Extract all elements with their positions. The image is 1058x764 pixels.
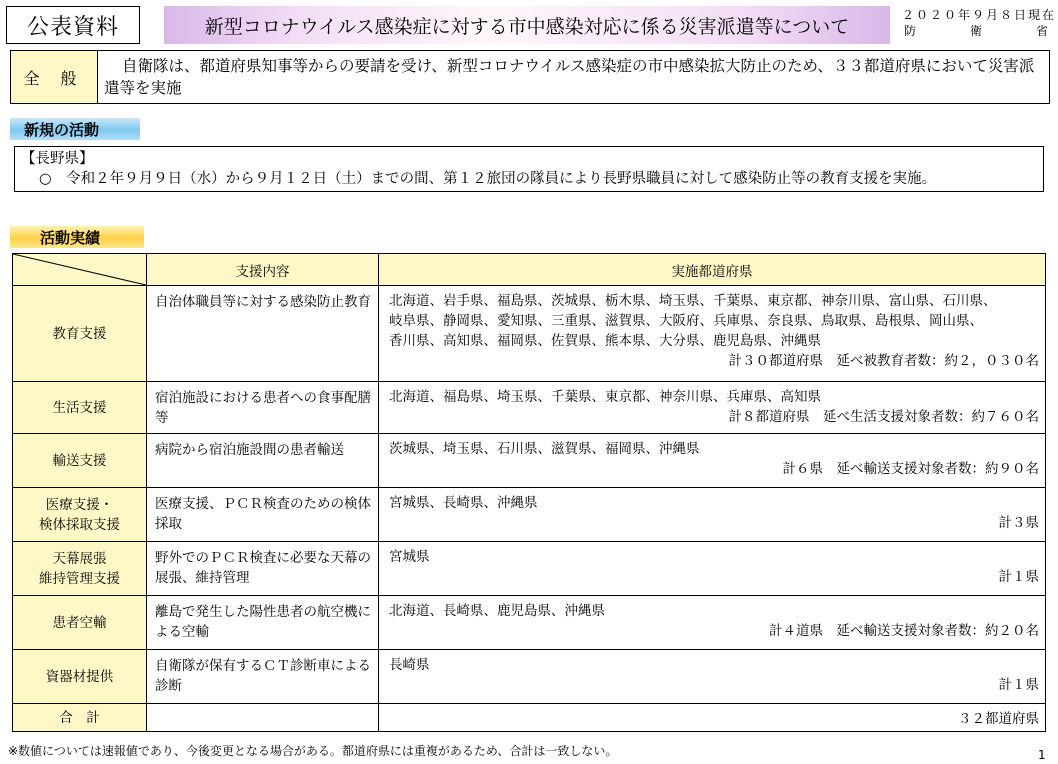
new-activity-prefecture: 【長野県】 xyxy=(21,151,94,167)
total-empty-cell xyxy=(147,704,379,732)
support-category-line: 生活支援 xyxy=(52,399,107,416)
page-title: 新型コロナウイルス感染症に対する市中感染対応に係る災害派遣等について xyxy=(164,6,890,44)
total-row xyxy=(13,704,1046,732)
overview-box xyxy=(10,50,1050,104)
prefecture-cell xyxy=(379,650,1046,704)
support-description: 自衛隊が保有するＣＴ診断車による診断 xyxy=(147,650,379,704)
table-row xyxy=(13,488,1046,542)
overview-text: 自衛隊は、都道府県知事等からの要請を受け、新型コロナウイルス感染症の市中感染拡大防止のため、３３都道府県において災害派遣等を実施 xyxy=(104,57,1035,97)
prefecture-list-line: 茨城県、埼玉県、石川県、滋賀県、福岡県、沖縄県 xyxy=(389,441,700,457)
support-description: 自治体職員等に対する感染防止教育 xyxy=(147,286,379,382)
support-category-line: 医療支援・ xyxy=(45,496,114,513)
prefecture-total: 計１県 xyxy=(998,569,1039,585)
activity-table xyxy=(12,253,1046,732)
activity-record-heading: 活動実績 xyxy=(10,226,144,248)
total-label: 合 計 xyxy=(13,704,147,732)
table-row xyxy=(13,650,1046,704)
prefecture-total: 計８都道府県 延べ生活支援対象者数：約７６０名 xyxy=(728,409,1039,425)
prefecture-list-line: 香川県、高知県、福岡県、佐賀県、熊本県、大分県、鹿児島県、沖縄県 xyxy=(389,333,821,349)
table-row xyxy=(13,286,1046,382)
page-number: 1 xyxy=(1038,748,1046,762)
corner-header-cell xyxy=(13,254,147,286)
prefecture-total: 計１県 xyxy=(998,677,1039,693)
support-category xyxy=(13,650,147,704)
support-category xyxy=(13,286,147,382)
prefecture-cell xyxy=(379,596,1046,650)
support-category-line: 患者空輸 xyxy=(52,614,107,631)
table-row xyxy=(13,434,1046,488)
total-prefecture-count: ３２都道府県 xyxy=(379,704,1046,732)
support-category xyxy=(13,596,147,650)
prefecture-cell xyxy=(379,382,1046,434)
support-category xyxy=(13,488,147,542)
support-description: 野外でのＰＣＲ検査に必要な天幕の展張、維持管理 xyxy=(147,542,379,596)
prefecture-list-line: 宮城県 xyxy=(389,549,430,565)
prefecture-cell xyxy=(379,286,1046,382)
public-document-label: 公表資料 xyxy=(6,6,140,44)
as-of-date: ２０２０年９月８日現在 xyxy=(902,8,1057,22)
prefecture-list-line: 長崎県 xyxy=(389,657,430,673)
prefecture-total: 計３０都道府県 延べ被教育者数：約２，０３０名 xyxy=(728,353,1039,369)
prefecture-list-line: 北海道、岩手県、福島県、茨城県、栃木県、埼玉県、千葉県、東京都、神奈川県、富山県、石川県、 xyxy=(389,293,997,309)
support-category-line: 輸送支援 xyxy=(52,452,107,469)
table-row xyxy=(13,542,1046,596)
support-category-line: 天幕展張 xyxy=(52,550,107,567)
column-header-prefectures: 実施都道府県 xyxy=(379,254,1046,286)
column-header-support: 支援内容 xyxy=(147,254,379,286)
prefecture-list-line: 北海道、長崎県、鹿児島県、沖縄県 xyxy=(389,603,605,619)
prefecture-list-line: 岐阜県、静岡県、愛知県、三重県、滋賀県、大阪府、兵庫県、奈良県、鳥取県、島根県、岡山県、 xyxy=(389,313,983,329)
ministry-name xyxy=(902,24,1052,39)
support-description: 宿泊施設における患者への食事配膳等 xyxy=(147,382,379,434)
prefecture-total: 計３県 xyxy=(998,515,1039,531)
ministry-char: 防 xyxy=(904,24,917,38)
support-category-line: 維持管理支援 xyxy=(39,570,120,587)
prefecture-list-line: 北海道、福島県、埼玉県、千葉県、東京都、神奈川県、兵庫県、高知県 xyxy=(389,389,821,405)
prefecture-cell xyxy=(379,434,1046,488)
new-activities-box xyxy=(14,146,1044,192)
table-header-row xyxy=(13,254,1046,286)
support-category xyxy=(13,542,147,596)
prefecture-cell xyxy=(379,542,1046,596)
ministry-char: 省 xyxy=(1035,24,1048,38)
new-activities-heading: 新規の活動 xyxy=(10,118,140,140)
table-row xyxy=(13,382,1046,434)
footnote: ※数値については速報値であり、今後変更となる場合がある。都道府県には重複があるため、合計は一致しない。 xyxy=(8,744,618,758)
support-description: 病院から宿泊施設間の患者輸送 xyxy=(147,434,379,488)
prefecture-list-line: 宮城県、長崎県、沖縄県 xyxy=(389,495,538,511)
support-category-line: 教育支援 xyxy=(52,325,107,342)
diagonal-line xyxy=(13,254,146,285)
new-activity-detail: ○ 令和２年９月９日（水）から９月１２日（土）までの間、第１２旅団の隊員により長野県職員に対して感染防止等の教育支援を実施。 xyxy=(39,171,937,187)
table-row xyxy=(13,596,1046,650)
support-category xyxy=(13,434,147,488)
support-category-line: 資器材提供 xyxy=(45,668,114,685)
support-category-line: 検体採取支援 xyxy=(39,516,120,533)
prefecture-cell xyxy=(379,488,1046,542)
support-description: 医療支援、ＰＣＲ検査のための検体採取 xyxy=(147,488,379,542)
overview-label: 全 般 xyxy=(11,51,98,103)
prefecture-total: 計６県 延べ輸送支援対象者数：約９０名 xyxy=(782,461,1039,477)
prefecture-total: 計４道県 延べ輸送支援対象者数：約２０名 xyxy=(769,623,1039,639)
ministry-char: 衛 xyxy=(969,24,982,38)
support-description: 離島で発生した陽性患者の航空機による空輸 xyxy=(147,596,379,650)
support-category xyxy=(13,382,147,434)
activity-table-body xyxy=(13,286,1046,732)
